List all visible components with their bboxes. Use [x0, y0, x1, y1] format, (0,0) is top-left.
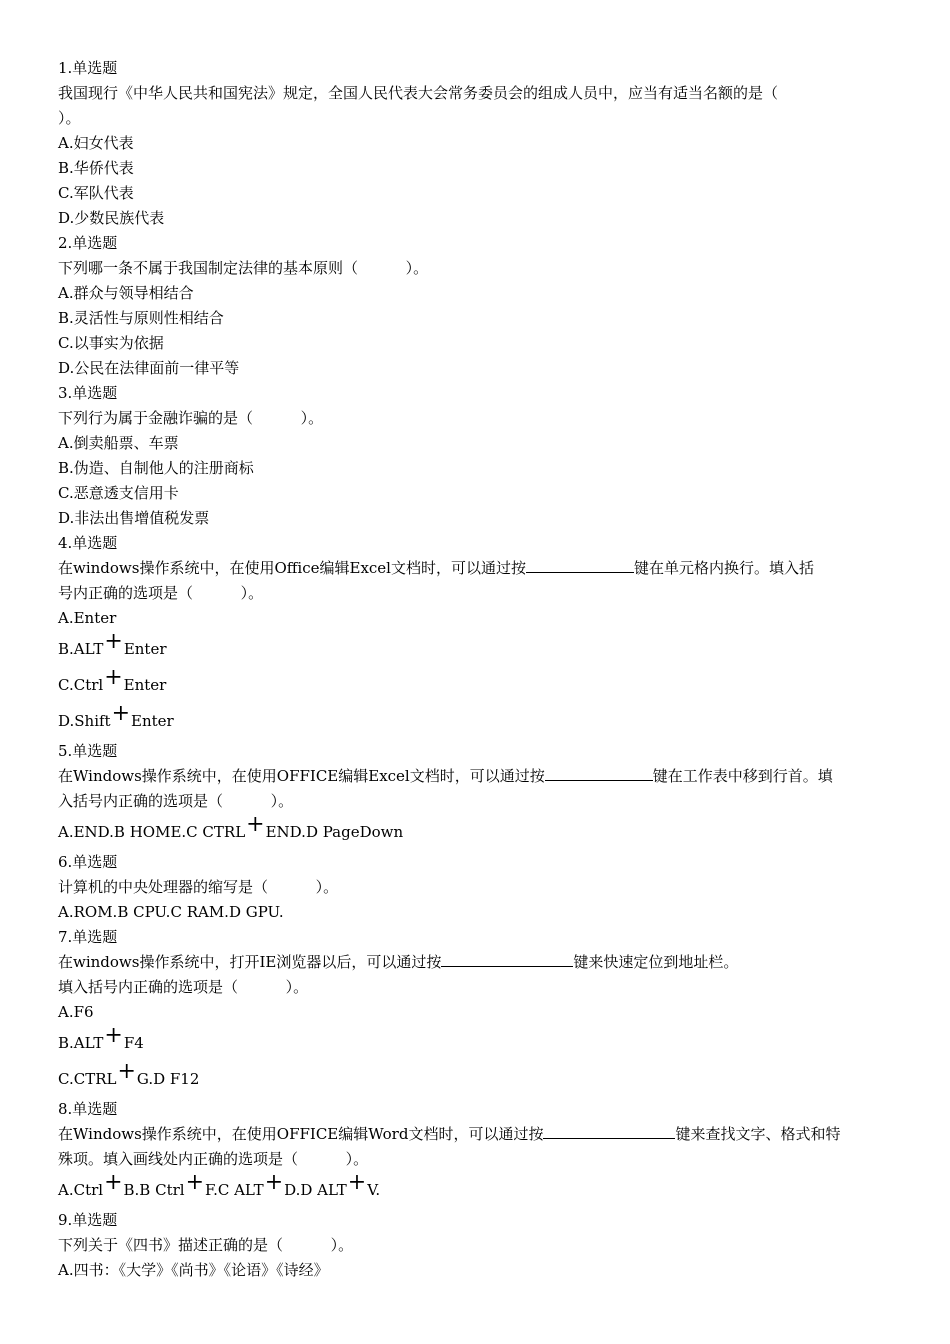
option-b-key-2: Enter	[123, 640, 167, 658]
question-8-stem-cont: 殊项。填入画线处内正确的选项是（ ）。	[58, 1150, 369, 1168]
question-7-option-c	[58, 1061, 894, 1097]
question-9-option-a: A.四书：《大学》《尚书》《论语》《诗经》	[58, 1261, 329, 1279]
question-8-stem	[58, 1122, 894, 1147]
question-3-option-b: B.伪造、自制他人的注册商标	[58, 459, 254, 477]
answer-blank	[441, 952, 573, 967]
question-8-stem-part-2: 键来查找文字、格式和特	[675, 1125, 841, 1143]
question-5-stem-part-1: 在Windows操作系统中，在使用OFFICE编辑Excel文档时，可以通过按	[58, 767, 545, 785]
question-7-stem	[58, 950, 894, 975]
question-2-option-d: D.公民在法律面前一律平等	[58, 359, 240, 377]
option-d-key: D.Shift	[58, 712, 111, 730]
question-9-header: 9.单选题	[58, 1211, 118, 1229]
question-5-options	[58, 814, 894, 850]
plus-sign: +	[104, 1023, 123, 1048]
question-3-option-d: D.非法出售增值税发票	[58, 509, 210, 527]
question-7-option-b	[58, 1025, 894, 1061]
options-part-2: END.D PageDown	[265, 823, 404, 841]
plus-sign: +	[104, 1170, 123, 1195]
plus-sign: +	[347, 1170, 367, 1195]
question-7-option-a: A.F6	[58, 1003, 94, 1021]
question-3-option-c: C.恶意透支信用卡	[58, 484, 179, 502]
option-c-key: C.CTRL	[58, 1070, 117, 1088]
answer-blank	[543, 1124, 675, 1139]
question-8-header: 8.单选题	[58, 1100, 118, 1118]
question-6-options: A.ROM.B CPU.C RAM.D GPU.	[58, 903, 284, 921]
answer-blank	[526, 558, 634, 573]
answer-blank	[545, 766, 653, 781]
question-8-stem-part-1: 在Windows操作系统中，在使用OFFICE编辑Word文档时，可以通过按	[58, 1125, 544, 1143]
question-5-stem-part-2: 键在工作表中移到行首。填	[652, 767, 833, 785]
question-4-option-d	[58, 703, 894, 739]
question-4-option-b	[58, 631, 894, 667]
plus-sign: +	[104, 665, 123, 690]
options-part-1: A.Ctrl	[58, 1181, 104, 1199]
question-1-option-b: B.华侨代表	[58, 159, 134, 177]
question-1-option-c: C.军队代表	[58, 184, 134, 202]
question-2-header: 2.单选题	[58, 234, 118, 252]
question-6-stem: 计算机的中央处理器的缩写是（ ）。	[58, 878, 339, 896]
question-4-stem-part-1: 在windows操作系统中，在使用Office编辑Excel文档时，可以通过按	[58, 559, 526, 577]
plus-sign: +	[246, 812, 265, 837]
question-8-options	[58, 1172, 894, 1208]
question-1-option-d: D.少数民族代表	[58, 209, 165, 227]
plus-sign: +	[111, 701, 131, 726]
plus-sign: +	[104, 629, 123, 654]
question-3-option-a: A.倒卖船票、车票	[58, 434, 179, 452]
option-b-key-2: F4	[123, 1034, 144, 1052]
option-c-key-2: Enter	[123, 676, 167, 694]
options-part-1: A.END.B HOME.C CTRL	[58, 823, 246, 841]
question-9-stem: 下列关于《四书》描述正确的是（ ）。	[58, 1236, 354, 1254]
question-1-stem: 我国现行《中华人民共和国宪法》规定，全国人民代表大会常务委员会的组成人员中，应当有适当名额的是（	[58, 84, 779, 102]
question-4-stem-part-2: 键在单元格内换行。填入括	[633, 559, 814, 577]
question-2-stem: 下列哪一条不属于我国制定法律的基本原则（ ）。	[58, 259, 429, 277]
question-3-header: 3.单选题	[58, 384, 118, 402]
question-7-stem-part-1: 在windows操作系统中，打开IE浏览器以后，可以通过按	[58, 953, 442, 971]
question-7-stem-part-2: 键来快速定位到地址栏。	[573, 953, 739, 971]
question-1-stem-end: ）。	[58, 109, 81, 127]
question-6-header: 6.单选题	[58, 853, 118, 871]
question-4-option-c	[58, 667, 894, 703]
plus-sign: +	[264, 1170, 284, 1195]
question-4-header: 4.单选题	[58, 534, 118, 552]
exam-document	[58, 56, 894, 1283]
question-4-stem-cont: 号内正确的选项是（ ）。	[58, 584, 264, 602]
question-2-option-b: B.灵活性与原则性相结合	[58, 309, 224, 327]
question-2-option-c: C.以事实为依据	[58, 334, 164, 352]
option-b-key: B.ALT	[58, 1034, 104, 1052]
options-part-3: F.C ALT	[205, 1181, 264, 1199]
question-1-header: 1.单选题	[58, 59, 118, 77]
question-4-option-a: A.Enter	[58, 609, 117, 627]
question-3-stem: 下列行为属于金融诈骗的是（ ）。	[58, 409, 324, 427]
question-5-header: 5.单选题	[58, 742, 118, 760]
option-d-key-2: Enter	[131, 712, 174, 730]
question-5-stem-cont: 入括号内正确的选项是（ ）。	[58, 792, 294, 810]
option-c-key-2: G.D F12	[136, 1070, 200, 1088]
question-4-stem	[58, 556, 894, 581]
option-c-key: C.Ctrl	[58, 676, 104, 694]
plus-sign: +	[185, 1170, 205, 1195]
question-5-stem	[58, 764, 894, 789]
options-part-5: V.	[367, 1181, 381, 1199]
question-1-option-a: A.妇女代表	[58, 134, 134, 152]
question-2-option-a: A.群众与领导相结合	[58, 284, 194, 302]
options-part-2: B.B Ctrl	[123, 1181, 185, 1199]
question-7-stem-cont: 填入括号内正确的选项是（ ）。	[58, 978, 309, 996]
options-part-4: D.D ALT	[284, 1181, 347, 1199]
question-7-header: 7.单选题	[58, 928, 118, 946]
plus-sign: +	[117, 1059, 136, 1084]
option-b-key: B.ALT	[58, 640, 104, 658]
